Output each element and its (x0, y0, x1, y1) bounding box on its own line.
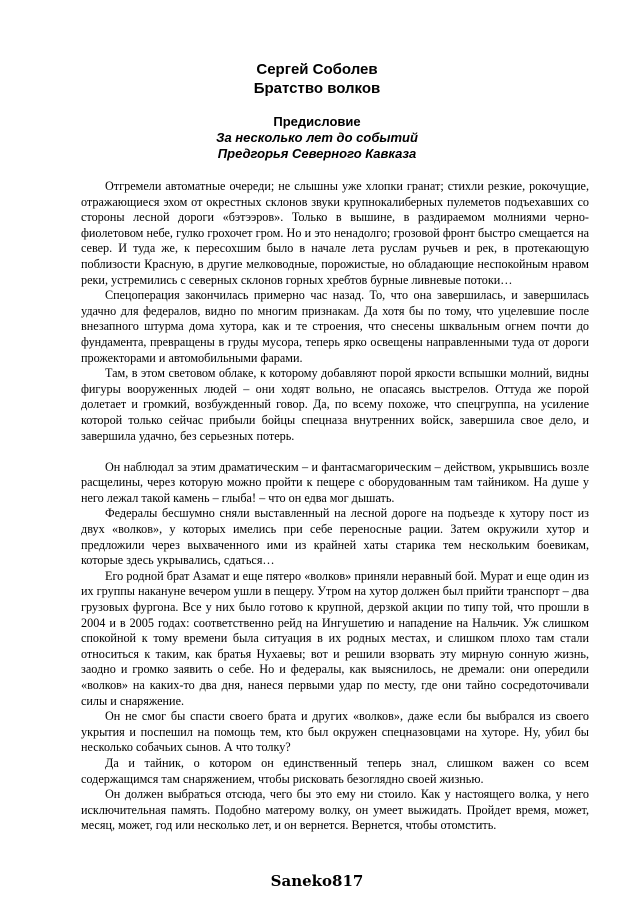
body-text (81, 179, 589, 834)
footer-signature: Saneko817 (270, 872, 364, 890)
book-title: Братство волков (253, 80, 381, 97)
paragraph: Отгремели автоматные очереди; не слышны уже хлопки гранат; стихли резкие, рокочущие, отражающиеся эхом от окрестных склонов звуки крупнокалиберных пулеметов подъехавших со стороны лесной дороги «бэтээров». Только в вышине, в раздираемом молниями черно-фиолетовом небе, гулко грохочет гром. Но и это ненадолго; грозовой фронт быстро смещается на север. И туда же, к пересохшим было в начале лета руслам ручьев и рек, в протекающую поблизости Красную, в другие мелководные, порожистые, но обладающие неспокойным нравом реки, устремились с северных склонов горных хребтов бурные ливневые потоки… (81, 179, 589, 287)
author-name: Сергей Соболев (256, 61, 378, 78)
section-location: Предгорья Северного Кавказа (217, 146, 417, 161)
paragraph: Федералы бесшумно сняли выставленный на лесной дороге на подъезде к хутору пост из двух «волков», у которых имелись при себе переносные рации. Затем окружили хутор и предложили через выхваченного ими из крайней хаты старика тем нескольким боевикам, которые здесь укрывались, сдаться… (81, 506, 589, 568)
paragraph: Он наблюдал за этим драматическим – и фантасмагорическим – действом, укрывшись возле расщелины, через которую можно пройти к пещере с оборудованным там тайником. На душе у него лежал такой камень – глыба! – что он едва мог дышать. (81, 459, 589, 505)
paragraph: Спецоперация закончилась примерно час назад. То, что она завершилась, и завершилась удачно для федералов, видно по многим признакам. Да хотя бы по тому, что уцелевшие после внезапного штурма дома хутора, как и те строения, что снесены шквальным огнем почти до фундамента, превращены в груды мусора, теперь ярко освещены направленными туда от дороги прожекторами и автомобильными фарами. (81, 288, 589, 365)
paragraph: Да и тайник, о котором он единственный теперь знал, слишком важен со всем содержащимся там снаряжением, чтобы рисковать безоглядно своей жизнью. (81, 755, 589, 786)
section-heading: Предисловие (273, 114, 361, 129)
paragraph: Он не смог бы спасти своего брата и других «волков», даже если бы выбрался из своего укрытия и поспешил на помощь тем, кто был окружен спецназовцами на хуторе. Ну, убил бы несколько собачьих сынов. А что толку? (81, 709, 589, 755)
paragraph: Он должен выбраться отсюда, чего бы это ему ни стоило. Как у настоящего волка, у него исключительная память. Подобно матерому волку, он умеет выжидать. Пройдет время, может, месяц, может, год или несколько лет, и он вернется. Вернется, чтобы отомстить. (81, 787, 589, 833)
paragraph: Его родной брат Азамат и еще пятеро «волков» приняли неравный бой. Мурат и еще один из их группы накануне вечером ушли в пещеру. Утром на хутор должен был прийти транспорт – два грузовых фургона. Все у них было готово к крупной, дерзкой акции по типу той, что прошли в 2004 и в 2005 годах: соответственно рейд на Ингушетию и нападение на Нальчик. Уж слишком спокойной к тому времени была ситуация в их родных местах, и слишком плохо там стали относиться к таким, как братья Нухаевы; вот и решили взорвать эту мирную сонную жизнь, заодно и громко заявить о себе. Но и федералы, как выяснилось, не дремали: они опередили «волков» на каких-то два дня, нанеся первыми удар по месту, где они тайно сосредоточивали силы и снаряжение. (81, 568, 589, 708)
paragraph: Там, в этом световом облаке, к которому добавляют порой яркости вспышки молний, видны фигуры вооруженных людей – они ходят вольно, не опасаясь выстрелов. Оттуда же порой долетает и громкий, возбужденный говор. Да, по всему похоже, что спецгруппа, на усиление которой только сейчас прибыли бойцы спецназа внутренних войск, завершила свое дело, и завершила удачно, без серьезных потерь. (81, 366, 589, 443)
section-subtitle: За несколько лет до событий (216, 130, 418, 145)
